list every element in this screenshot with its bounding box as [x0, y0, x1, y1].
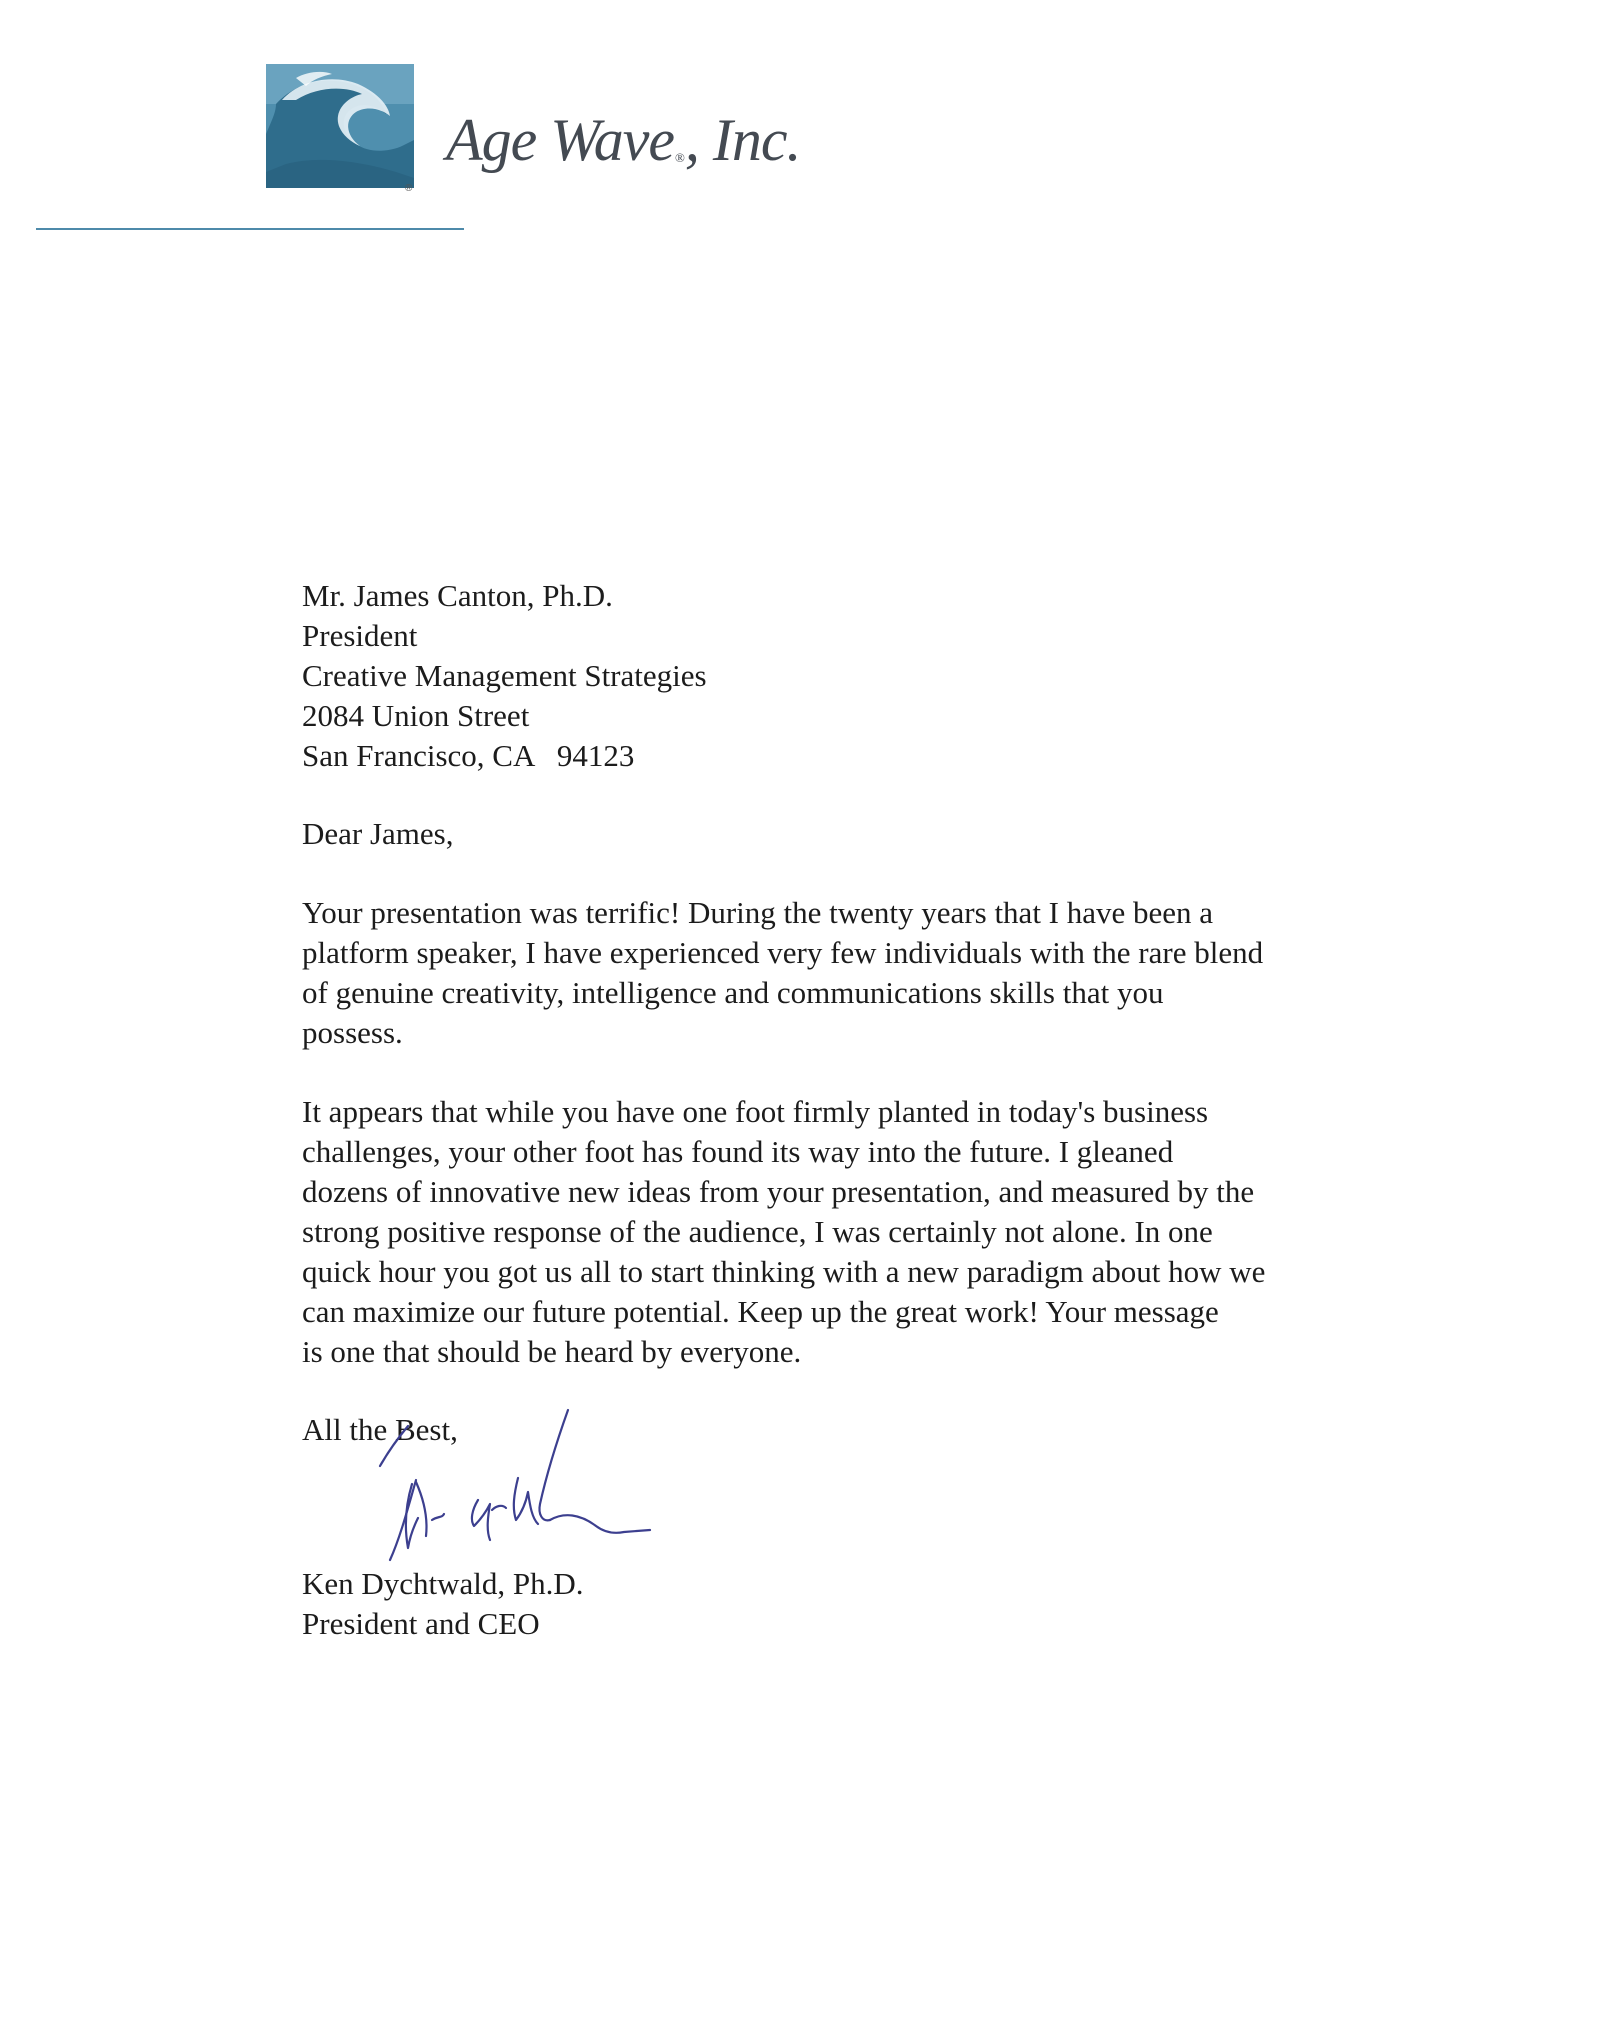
paragraph-line: is one that should be heard by everyone. — [302, 1334, 802, 1369]
recipient-name: Mr. James Canton, Ph.D. — [302, 578, 613, 613]
recipient-city: San Francisco, CA 94123 — [302, 738, 635, 773]
wave-logo — [266, 64, 420, 194]
paragraph-2 — [302, 1092, 1362, 1372]
paragraph-line: Your presentation was terrific! During the twenty years that I have been a — [302, 895, 1214, 930]
paragraph-line: of genuine creativity, intelligence and communications skills that you — [302, 975, 1164, 1010]
paragraph-line: possess. — [302, 1015, 403, 1050]
signer-title: President and CEO — [302, 1606, 540, 1641]
handwritten-signature — [368, 1408, 688, 1568]
paragraph-line: dozens of innovative new ideas from your presentation, and measured by the — [302, 1174, 1255, 1209]
paragraph-line: It appears that while you have one foot firmly planted in today's business — [302, 1094, 1209, 1129]
closing: All the Best, — [302, 1412, 458, 1447]
registered-mark: ® — [675, 150, 684, 165]
registered-mark-logo: ® — [405, 183, 413, 194]
salutation: Dear James, — [302, 816, 454, 851]
paragraph-1 — [302, 893, 1362, 1053]
letterhead — [0, 0, 900, 240]
recipient-title: President — [302, 618, 418, 653]
recipient-street: 2084 Union Street — [302, 698, 530, 733]
paragraph-line: strong positive response of the audience, I was certainly not alone. In one — [302, 1214, 1213, 1249]
header-rule — [36, 228, 464, 230]
paragraph-line: can maximize our future potential. Keep up the great work! Your message — [302, 1294, 1219, 1329]
paragraph-line: quick hour you got us all to start thinking with a new paradigm about how we — [302, 1254, 1266, 1289]
signer-name: Ken Dychtwald, Ph.D. — [302, 1566, 584, 1601]
company-name-suffix: , Inc. — [684, 107, 801, 173]
paragraph-line: challenges, your other foot has found its way into the future. I gleaned — [302, 1134, 1174, 1169]
company-name — [446, 108, 801, 190]
recipient-address — [302, 576, 1402, 776]
company-name-main: Age Wave — [446, 107, 675, 173]
recipient-company: Creative Management Strategies — [302, 658, 707, 693]
paragraph-line: platform speaker, I have experienced very few individuals with the rare blend — [302, 935, 1264, 970]
letter-body — [302, 576, 1402, 1450]
signature-block — [302, 1564, 584, 1644]
